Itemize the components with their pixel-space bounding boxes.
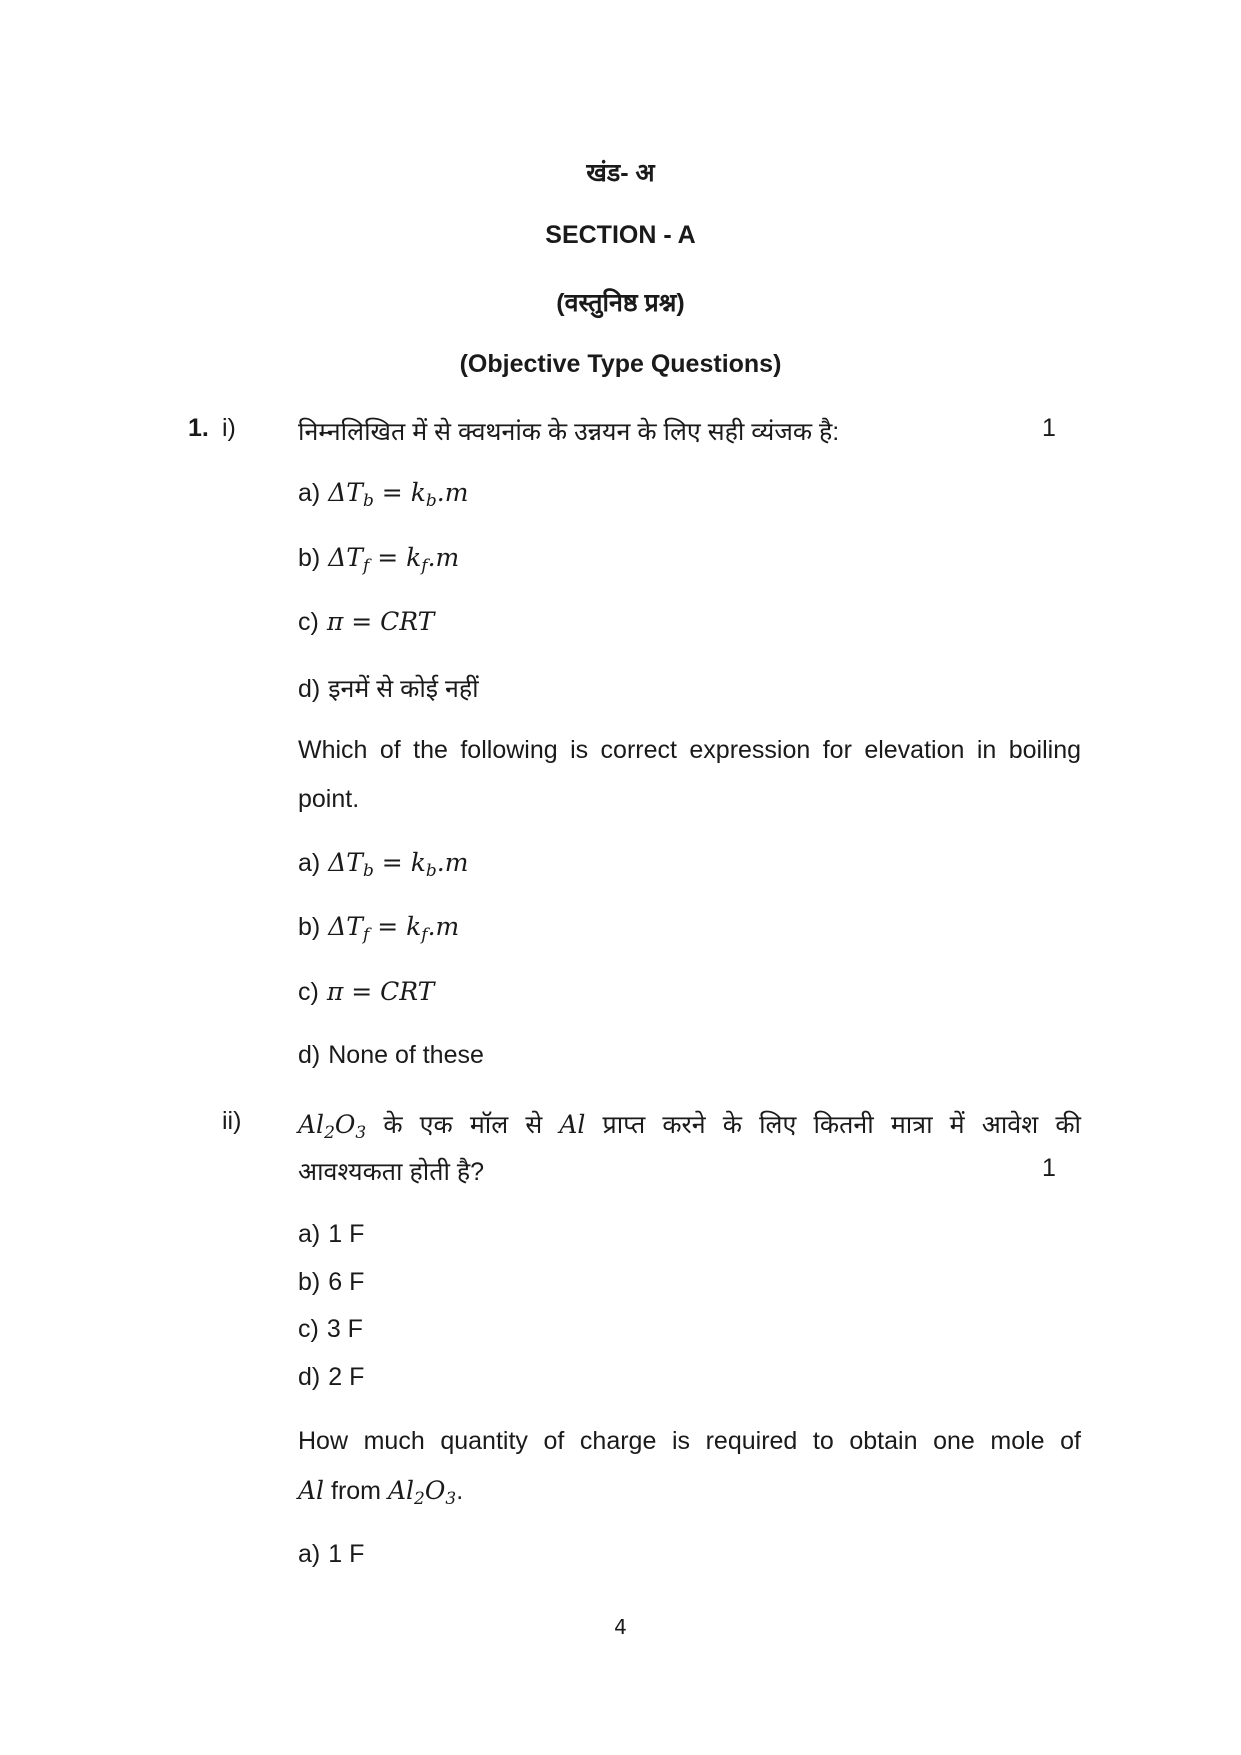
option-label: b): [298, 913, 321, 941]
equation-freezing-depression: $\Delta T_f = k_f.m$: [328, 912, 460, 945]
option-label: a): [298, 1220, 321, 1248]
english-question-i-line1: Which of the following is correct expression for elevation in boiling: [298, 736, 1081, 764]
option-label: c): [298, 608, 319, 636]
section-hindi-title: खंड- अ: [586, 159, 655, 187]
section-english-title: SECTION - A: [545, 221, 696, 249]
option-label: a): [298, 479, 321, 507]
formula-alumina: $Al_2O_3$: [298, 1110, 367, 1143]
formula-alumina: $Al_2O_3$: [387, 1476, 457, 1509]
hindi-option-a-i: [298, 478, 469, 511]
english-question-i-line2: point.: [298, 785, 360, 813]
english-option-b-i: [298, 912, 460, 945]
hindi-option-d-i: [298, 671, 479, 705]
option-label: c): [298, 978, 319, 1006]
hindi-question-i: निम्नलिखित में से क्वथनांक के उन्नयन के लिए सही व्यंजक है:: [298, 418, 840, 446]
equation-boiling-elevation: $\Delta T_b = k_b.m$: [328, 848, 469, 881]
option-label: a): [298, 849, 321, 877]
option-label: b): [298, 1268, 321, 1296]
hindi-option-a-ii: [298, 1220, 364, 1249]
equation-boiling-elevation: $\Delta T_b = k_b.m$: [328, 478, 469, 511]
option-text: 6 F: [328, 1268, 365, 1296]
page-number: 4: [614, 1615, 627, 1639]
section-english-subtitle: (Objective Type Questions): [459, 350, 782, 378]
hindi-option-b-ii: [298, 1268, 364, 1297]
formula-aluminium: Al: [559, 1110, 586, 1139]
option-text: 3 F: [326, 1315, 363, 1343]
option-text: 1 F: [328, 1540, 365, 1568]
hindi-question-ii-line1: $Al_2O_3$ के एक मॉल से Al प्राप्त करने के लिए कितनी मात्रा में आवेश की: [298, 1110, 1082, 1143]
equation-osmotic-pressure: π = CRT: [326, 977, 435, 1006]
part-label-ii: ii): [222, 1107, 242, 1135]
option-label: b): [298, 544, 321, 572]
marks-ii: 1: [1042, 1154, 1056, 1182]
option-text: इनमें से कोई नहीं: [328, 675, 479, 703]
section-hindi-subtitle: (वस्तुनिष्ठ प्रश्न): [556, 289, 685, 317]
hindi-option-b-i: [298, 543, 460, 576]
hindi-option-d-ii: [298, 1363, 364, 1392]
hindi-option-c-ii: [298, 1315, 363, 1344]
equation-freezing-depression: $\Delta T_f = k_f.m$: [328, 543, 460, 576]
question-number: 1.: [188, 414, 209, 442]
option-label: a): [298, 1540, 321, 1568]
marks-i: 1: [1042, 414, 1056, 442]
english-option-a-i: [298, 848, 469, 881]
english-question-ii-line2: Al from $Al_2O_3$.: [298, 1476, 464, 1509]
english-question-ii-line1: How much quantity of charge is required to obtain one mole of: [298, 1427, 1081, 1455]
option-label: d): [298, 675, 321, 703]
formula-aluminium: Al: [298, 1476, 325, 1505]
option-label: c): [298, 1315, 319, 1343]
english-option-d-i: [298, 1041, 484, 1070]
option-label: d): [298, 1363, 321, 1391]
english-option-a-ii: [298, 1540, 364, 1569]
option-label: d): [298, 1041, 321, 1069]
hindi-option-c-i: [298, 607, 434, 637]
english-option-c-i: [298, 977, 434, 1007]
part-label-i: i): [222, 414, 236, 442]
equation-osmotic-pressure: π = CRT: [326, 607, 435, 636]
option-text: None of these: [328, 1041, 484, 1069]
option-text: 1 F: [328, 1220, 365, 1248]
option-text: 2 F: [328, 1363, 365, 1391]
hindi-question-ii-line2: आवश्यकता होती है?: [298, 1158, 485, 1186]
